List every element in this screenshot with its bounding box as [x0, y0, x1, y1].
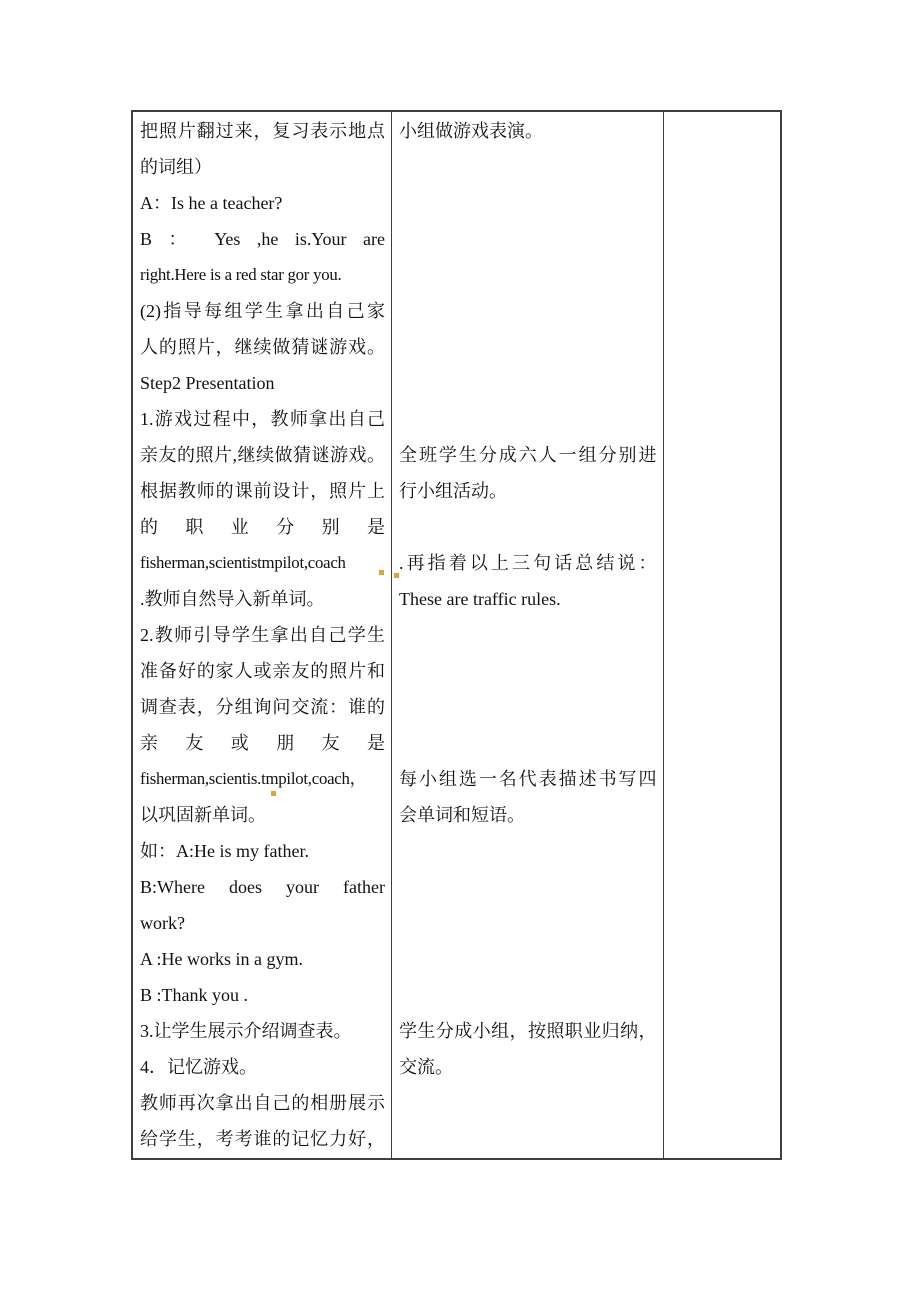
- text-line: 行小组活动。: [399, 481, 507, 501]
- text-line: B:Where does your father: [140, 877, 385, 897]
- text-line: [399, 653, 657, 689]
- text-line: 调查表，分组询问交流：谁的: [140, 697, 385, 717]
- text-line: [399, 509, 657, 545]
- text-line: [399, 257, 657, 293]
- text-line: A：Is he a teacher?: [140, 193, 283, 213]
- text-line: [399, 221, 657, 257]
- text-line: [399, 365, 657, 401]
- text-line: [399, 185, 657, 221]
- text-line: 学生分成小组，按照职业归纳，: [399, 1021, 657, 1041]
- text-line: 亲友或朋友是: [140, 733, 385, 753]
- text-line: 亲友的照片,继续做猜谜游戏。: [140, 445, 385, 465]
- text-line: 全班学生分成六人一组分别进: [399, 445, 657, 465]
- spellcheck-marker-icon: [271, 791, 276, 796]
- text-line: 教师再次拿出自己的相册展示: [140, 1093, 385, 1113]
- text-line: 根据教师的课前设计，照片上: [140, 481, 385, 501]
- text-line: [399, 617, 657, 653]
- text-line: 3.让学生展示介绍调查表。: [140, 1021, 352, 1041]
- text-line: .再指着以上三句话总结说：: [399, 553, 657, 573]
- text-line: [399, 977, 657, 1013]
- text-line: 每小组选一名代表描述书写四: [399, 769, 657, 789]
- spellcheck-marker-icon: [394, 573, 399, 578]
- table-cell-student-activity: [391, 112, 663, 1158]
- text-line: 的职业分别是: [140, 517, 385, 537]
- text-line: These are traffic rules.: [399, 589, 561, 609]
- text-line: [399, 149, 657, 185]
- lesson-plan-table: [131, 110, 782, 1160]
- table-cell-remarks: [663, 112, 781, 1158]
- text-line: Step2 Presentation: [140, 373, 275, 393]
- text-line: [399, 869, 657, 905]
- text-line: 以巩固新单词。: [140, 805, 266, 825]
- text-line: 如：A:He is my father.: [140, 841, 309, 861]
- text-line: [399, 941, 657, 977]
- text-line: [399, 1085, 657, 1121]
- text-line: 会单词和短语。: [399, 805, 525, 825]
- text-line: 交流。: [399, 1057, 453, 1077]
- text-line: 把照片翻过来，复习表示地点: [140, 121, 385, 141]
- text-line: B ： Yes ,he is.Your are: [140, 229, 385, 249]
- text-line: fisherman,scientis.tmpilot,coach，: [140, 769, 367, 788]
- text-line: [399, 1121, 657, 1157]
- text-line: 人的照片，继续做猜谜游戏。: [140, 337, 385, 357]
- spellcheck-marker-icon: [379, 570, 384, 575]
- text-line: 1.游戏过程中，教师拿出自己: [140, 409, 385, 429]
- text-line: work?: [140, 913, 185, 933]
- text-line: [399, 689, 657, 725]
- text-line: [399, 905, 657, 941]
- table-cell-teacher-activity: [133, 112, 391, 1158]
- text-line: 准备好的家人或亲友的照片和: [140, 661, 385, 681]
- text-line: right.Here is a red star gor you.: [140, 265, 342, 284]
- text-line: 的词组）: [140, 157, 212, 177]
- text-line: [399, 293, 657, 329]
- text-line: fisherman,scientistmpilot,coach: [140, 553, 346, 572]
- text-line: 给学生，考考谁的记忆力好，: [140, 1129, 385, 1149]
- text-line: B :Thank you .: [140, 985, 248, 1005]
- text-line: .教师自然导入新单词。: [140, 589, 325, 609]
- text-line: 4．记忆游戏。: [140, 1057, 257, 1077]
- text-line: [399, 725, 657, 761]
- text-line: [399, 833, 657, 869]
- text-line: 小组做游戏表演。: [399, 121, 543, 141]
- text-line: [399, 401, 657, 437]
- text-line: [399, 329, 657, 365]
- text-line: A :He works in a gym.: [140, 949, 303, 969]
- text-line: 2.教师引导学生拿出自己学生: [140, 625, 385, 645]
- text-line: (2)指导每组学生拿出自己家: [140, 301, 385, 321]
